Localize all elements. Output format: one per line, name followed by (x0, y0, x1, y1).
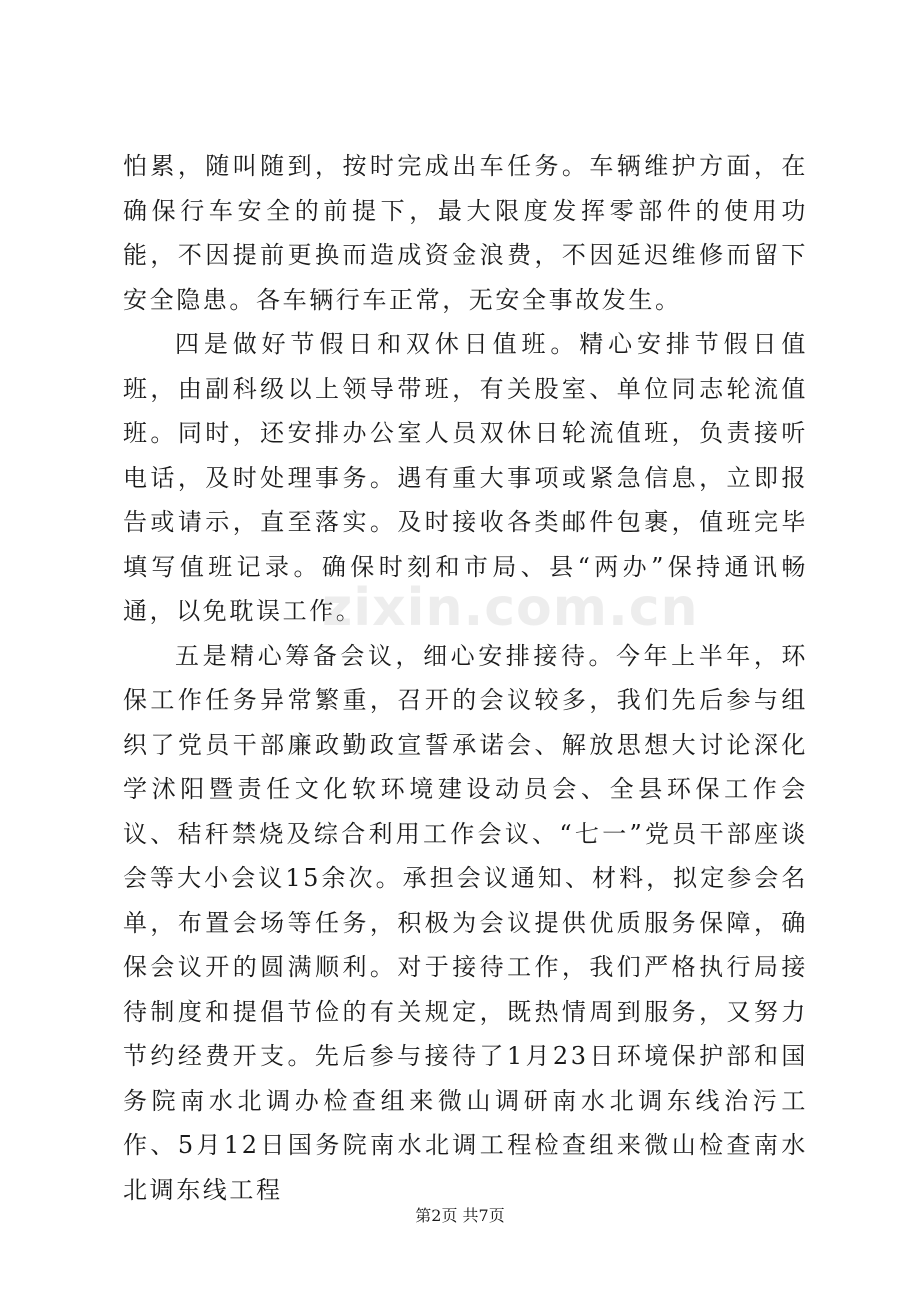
page-footer: 第2页 共7页 (415, 1206, 505, 1225)
paragraph-1: 怕累，随叫随到，按时完成出车任务。车辆维护方面，在确保行车安全的前提下，最大限度发挥零部件的使用功能，不因提前更换而造成资金浪费，不因延迟维修而留下安全隐患。各车辆行车正常，无安全事故发生。 (123, 152, 808, 314)
watermark: zixin.com.cn (322, 578, 699, 638)
document-body (123, 144, 808, 1212)
paragraph-2: 四是做好节假日和双休日值班。精心安排节假日值班，由副科级以上领导带班，有关股室、单位同志轮流值班。同时，还安排办公室人员双休日轮流值班，负责接听电话，及时处理事务。遇有重大事项或紧急信息，立即报告或请示，直至落实。及时接收各类邮件包裹，值班完毕填写值班记录。确保时刻和市局、县“两办”保持通讯畅通，以免耽误工作。 (123, 330, 808, 625)
paragraph-3: 五是精心筹备会议，细心安排接待。今年上半年，环保工作任务异常繁重，召开的会议较多，我们先后参与组织了党员干部廉政勤政宣誓承诺会、解放思想大讨论深化学沭阳暨责任文化软环境建设动员会、全县环保工作会议、秸秆禁烧及综合利用工作会议、“七一”党员干部座谈会等大小会议15余次。承担会议通知、材料，拟定参会名单，布置会场等任务，积极为会议提供优质服务保障，确保会议开的圆满顺利。对于接待工作，我们严格执行局接待制度和提倡节俭的有关规定，既热情周到服务，又努力节约经费开支。先后参与接待了1月23日环境保护部和国务院南水北调办检查组来微山调研南水北调东线治污工作、5月12日国务院南水北调工程检查组来微山检查南水北调东线工程 (123, 641, 808, 1204)
